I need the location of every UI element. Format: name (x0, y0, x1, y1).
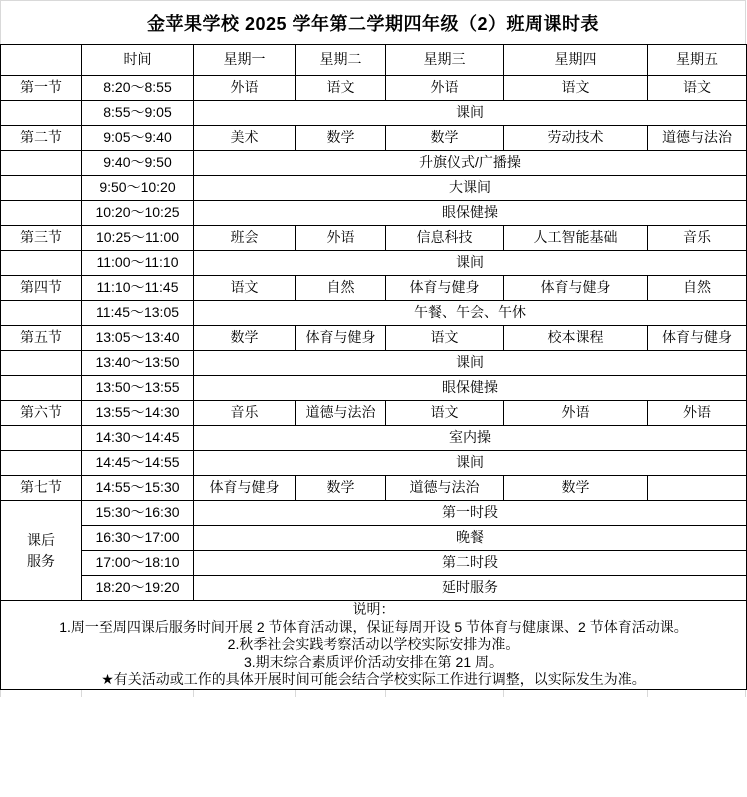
subject-cell: 数学 (194, 326, 296, 351)
table-row (1, 451, 747, 476)
time-cell: 9:40～9:50 (82, 151, 194, 176)
time-cell: 18:20～19:20 (82, 576, 194, 601)
subject-cell: 人工智能基础 (504, 226, 648, 251)
time-cell: 14:55～15:30 (82, 476, 194, 501)
gridline-segment (296, 690, 386, 697)
table-row (1, 251, 747, 276)
subject-cell: 体育与健身 (386, 276, 504, 301)
notes-row (1, 601, 747, 690)
subject-cell: 外语 (648, 401, 747, 426)
section-cell (1, 251, 82, 276)
section-cell: 第二节 (1, 126, 82, 151)
subject-cell: 语文 (296, 76, 386, 101)
subject-cell: 外语 (504, 401, 648, 426)
section-cell (1, 201, 82, 226)
time-cell: 9:50～10:20 (82, 176, 194, 201)
note-line-2: 2.秋季社会实践考察活动以学校实际安排为准。 (227, 636, 520, 652)
merged-activity-cell: 课间 (194, 101, 747, 126)
merged-activity-cell: 大课间 (194, 176, 747, 201)
column-header-friday: 星期五 (648, 45, 747, 76)
merged-activity-cell: 升旗仪式/广播操 (194, 151, 747, 176)
table-row (1, 76, 747, 101)
time-cell: 10:25～11:00 (82, 226, 194, 251)
merged-activity-cell: 室内操 (194, 426, 747, 451)
gridline-segment (82, 690, 194, 697)
table-row (1, 376, 747, 401)
section-cell: 第七节 (1, 476, 82, 501)
time-cell: 14:30～14:45 (82, 426, 194, 451)
gridline-segment (504, 690, 648, 697)
subject-cell: 语文 (648, 76, 747, 101)
time-cell: 11:10～11:45 (82, 276, 194, 301)
column-header-monday: 星期一 (194, 45, 296, 76)
table-row (1, 351, 747, 376)
subject-cell: 自然 (648, 276, 747, 301)
section-cell: 第四节 (1, 276, 82, 301)
merged-activity-cell: 眼保健操 (194, 376, 747, 401)
table-row (1, 201, 747, 226)
subject-cell: 语文 (504, 76, 648, 101)
section-cell: 第一节 (1, 76, 82, 101)
table-row (1, 576, 747, 601)
weekly-timetable (0, 44, 747, 690)
time-cell: 9:05～9:40 (82, 126, 194, 151)
header-row (1, 45, 747, 76)
subject-cell: 外语 (296, 226, 386, 251)
time-cell: 13:55～14:30 (82, 401, 194, 426)
subject-cell: 外语 (194, 76, 296, 101)
table-row (1, 101, 747, 126)
notes-cell (1, 601, 747, 690)
time-cell: 8:55～9:05 (82, 101, 194, 126)
column-header-tuesday: 星期二 (296, 45, 386, 76)
merged-activity-cell: 晚餐 (194, 526, 747, 551)
merged-activity-cell: 第一时段 (194, 501, 747, 526)
section-cell (1, 376, 82, 401)
subject-cell: 数学 (296, 126, 386, 151)
time-cell: 17:00～18:10 (82, 551, 194, 576)
excel-gridline-strip (0, 690, 746, 697)
table-row (1, 401, 747, 426)
subject-cell: 音乐 (648, 226, 747, 251)
time-cell: 13:40～13:50 (82, 351, 194, 376)
time-cell: 13:05～13:40 (82, 326, 194, 351)
column-header-time: 时间 (82, 45, 194, 76)
note-line-star: ★有关活动或工作的具体开展时间可能会结合学校实际工作进行调整，以实际发生为准。 (101, 671, 646, 687)
subject-cell: 体育与健身 (194, 476, 296, 501)
subject-cell: 体育与健身 (648, 326, 747, 351)
subject-cell: 美术 (194, 126, 296, 151)
section-label: 课后服务 (27, 531, 55, 569)
time-cell: 11:00～11:10 (82, 251, 194, 276)
table-row (1, 276, 747, 301)
table-row (1, 226, 747, 251)
gridline-segment (648, 690, 746, 697)
table-row (1, 301, 747, 326)
section-cell (1, 426, 82, 451)
table-row (1, 426, 747, 451)
gridline-segment (194, 690, 296, 697)
table-row (1, 151, 747, 176)
corner-cell (1, 45, 82, 76)
subject-cell: 数学 (504, 476, 648, 501)
subject-cell: 信息科技 (386, 226, 504, 251)
subject-cell: 劳动技术 (504, 126, 648, 151)
gridline-segment (1, 690, 82, 697)
time-cell: 16:30～17:00 (82, 526, 194, 551)
table-row (1, 126, 747, 151)
page-title: 金苹果学校 2025 学年第二学期四年级（2）班周课时表 (0, 0, 746, 44)
merged-activity-cell: 延时服务 (194, 576, 747, 601)
merged-activity-cell: 眼保健操 (194, 201, 747, 226)
subject-cell: 班会 (194, 226, 296, 251)
section-cell (1, 151, 82, 176)
subject-cell: 体育与健身 (504, 276, 648, 301)
notes-section (1, 601, 747, 690)
subject-cell: 道德与法治 (296, 401, 386, 426)
note-line-1: 1.周一至周四课后服务时间开展 2 节体育活动课，保证每周开设 5 节体育与健康课、2 节体育活动课。 (59, 618, 688, 635)
time-cell: 8:20～8:55 (82, 76, 194, 101)
subject-cell: 道德与法治 (386, 476, 504, 501)
subject-cell: 自然 (296, 276, 386, 301)
subject-cell: 语文 (194, 276, 296, 301)
section-cell: 第五节 (1, 326, 82, 351)
gridline-segment (386, 690, 504, 697)
table-row (1, 176, 747, 201)
merged-activity-cell: 课间 (194, 351, 747, 376)
subject-cell: 音乐 (194, 401, 296, 426)
subject-cell (648, 476, 747, 501)
section-cell (1, 351, 82, 376)
section-cell (1, 176, 82, 201)
timetable-body (1, 76, 747, 601)
subject-cell: 语文 (386, 401, 504, 426)
merged-activity-cell: 课间 (194, 451, 747, 476)
subject-cell: 道德与法治 (648, 126, 747, 151)
time-cell: 13:50～13:55 (82, 376, 194, 401)
table-row (1, 476, 747, 501)
note-line-3: 3.期末综合素质评价活动安排在第 21 周。 (243, 653, 504, 670)
section-cell: 第六节 (1, 401, 82, 426)
column-header-wednesday: 星期三 (386, 45, 504, 76)
subject-cell: 数学 (296, 476, 386, 501)
section-cell (1, 101, 82, 126)
section-cell: 第三节 (1, 226, 82, 251)
subject-cell: 校本课程 (504, 326, 648, 351)
time-cell: 11:45～13:05 (82, 301, 194, 326)
merged-activity-cell: 课间 (194, 251, 747, 276)
notes-heading: 说明： (352, 601, 395, 617)
time-cell: 10:20～10:25 (82, 201, 194, 226)
table-row (1, 501, 747, 526)
section-cell (1, 501, 82, 601)
merged-activity-cell: 第二时段 (194, 551, 747, 576)
merged-activity-cell: 午餐、午会、午休 (194, 301, 747, 326)
section-cell (1, 301, 82, 326)
section-cell (1, 451, 82, 476)
column-header-thursday: 星期四 (504, 45, 648, 76)
time-cell: 15:30～16:30 (82, 501, 194, 526)
table-row (1, 526, 747, 551)
subject-cell: 语文 (386, 326, 504, 351)
table-row (1, 551, 747, 576)
table-row (1, 326, 747, 351)
subject-cell: 体育与健身 (296, 326, 386, 351)
subject-cell: 外语 (386, 76, 504, 101)
time-cell: 14:45～14:55 (82, 451, 194, 476)
subject-cell: 数学 (386, 126, 504, 151)
